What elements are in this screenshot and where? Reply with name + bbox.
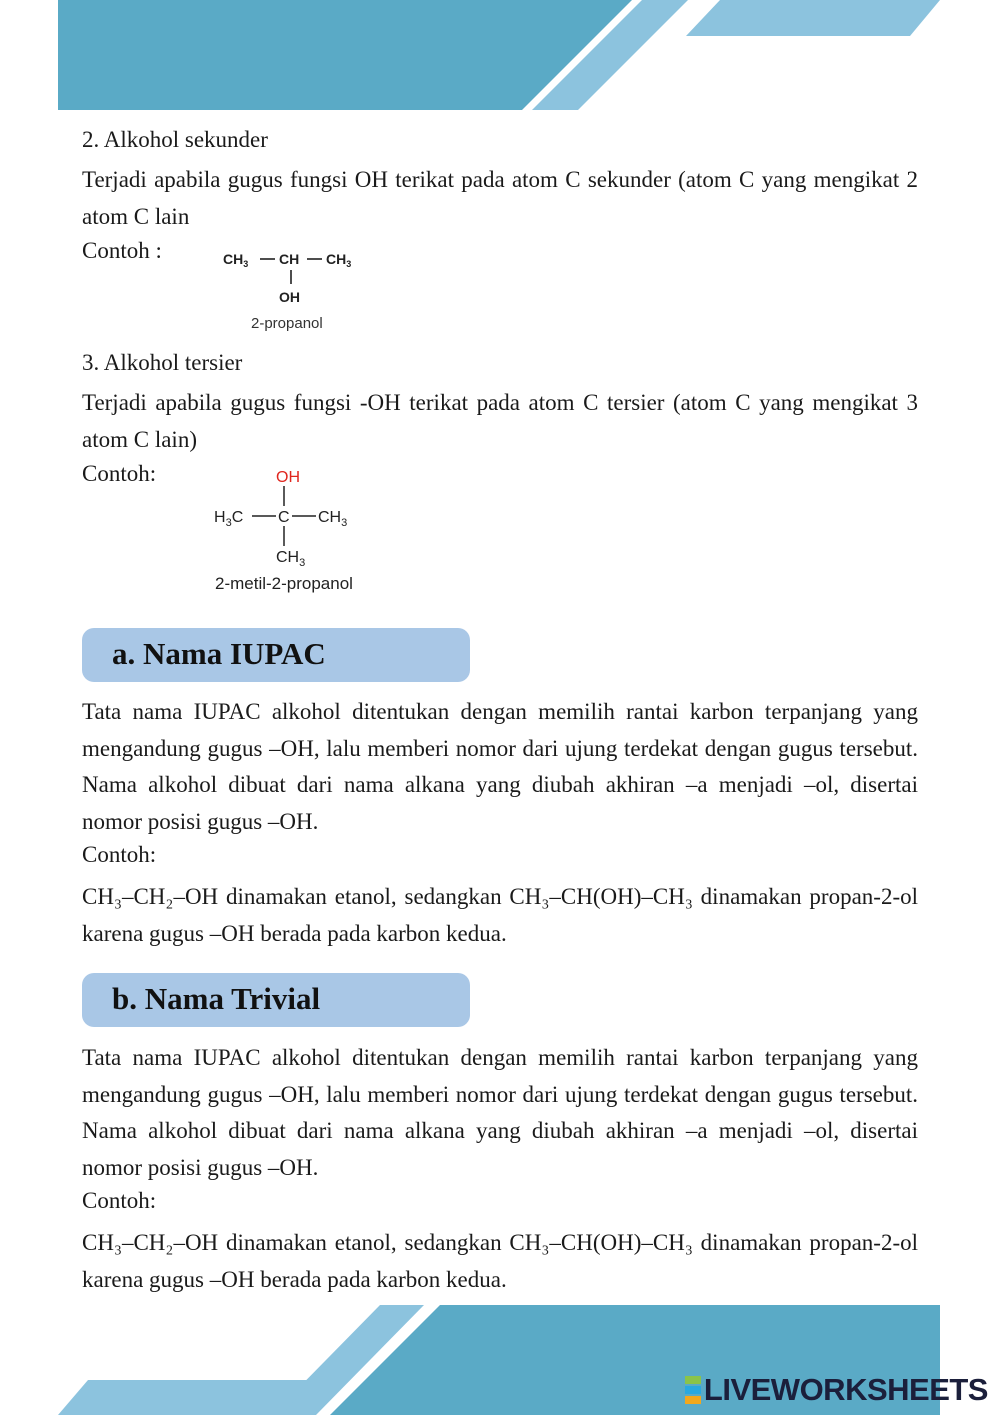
2-metil-2-propanol-label: 2-metil-2-propanol <box>215 574 353 593</box>
tertiary-description: Terjadi apabila gugus fungsi -OH terikat pada atom C tersier (atom C yang mengikat 3 atom C lain) <box>82 390 918 452</box>
iupac-example: CH₃–CH₂–OH dinamakan etanol, sedangkan CH₃–CH(OH)–CH₃ dinamakan propan-2-ol karena gugus –OH berada pada karbon kedua. <box>82 884 918 946</box>
svg-text:CH3: $CH_3$ <box>318 509 348 529</box>
svg-text:H3C: $H_3C$ <box>214 509 244 529</box>
svg-text:CH3: $CH_3$ <box>326 251 352 269</box>
trivial-title: b. Nama Trivial <box>112 981 321 1016</box>
liveworksheets-brand[interactable] <box>685 1372 988 1408</box>
2-propanol-structure <box>215 240 395 340</box>
ch3-right: CH <box>326 251 347 267</box>
trivial-example-label: Contoh: <box>82 1188 157 1213</box>
svg-text:CH3: $CH_3$ <box>223 251 249 269</box>
trivial-example: CH₃–CH₂–OH dinamakan etanol, sedangkan CH₃–CH(OH)–CH₃ dinamakan propan-2-ol karena gugus –OH berada pada karbon kedua. <box>82 1230 918 1292</box>
brand-text: LIVEWORKSHEETS <box>703 1372 988 1407</box>
tertiary-example-label: Contoh: <box>82 461 157 486</box>
2-metil-2-propanol-structure <box>210 458 400 598</box>
trivial-body: Tata nama IUPAC alkohol ditentukan dengan memilih rantai karbon terpanjang yang mengandung gugus –OH, lalu memberi nomor dari ujung terdekat dengan gugus tersebut. Nama alkohol dibuat dari nama alkana yang diubah akhiran –a menjadi –ol, disertai nomor posisi gugus –OH. <box>82 1045 918 1180</box>
tertiary-heading: 3. Alkohol tersier <box>82 350 243 375</box>
top-banner <box>58 0 632 110</box>
ch3-left: CH <box>223 251 244 267</box>
bottom-banner-accent <box>58 1380 312 1415</box>
central-carbon: C <box>278 509 290 526</box>
oh-group-red: OH <box>276 469 300 486</box>
iupac-body: Tata nama IUPAC alkohol ditentukan dengan memilih rantai karbon terpanjang yang mengandung gugus –OH, lalu memberi nomor dari ujung terdekat dengan gugus tersebut. Nama alkohol dibuat dari nama alkana yang diubah akhiran –a menjadi –ol, disertai nomor posisi gugus –OH. <box>82 699 918 834</box>
iupac-title: a. Nama IUPAC <box>112 636 326 671</box>
secondary-heading: 2. Alkohol sekunder <box>82 127 268 152</box>
svg-text:CH3: $CH_3$ <box>276 549 306 569</box>
liveworksheets-logo-icon <box>685 1375 701 1405</box>
trivial-section-header <box>82 973 470 1027</box>
oh-group: OH <box>279 289 300 305</box>
iupac-section-header <box>82 628 470 682</box>
secondary-description: Terjadi apabila gugus fungsi OH terikat pada atom C sekunder (atom C yang mengikat 2 atom C lain <box>82 167 918 229</box>
top-banner-accent <box>686 0 940 36</box>
secondary-example-label: Contoh : <box>82 238 162 263</box>
iupac-example-label: Contoh: <box>82 842 157 867</box>
ch-center: CH <box>279 251 300 267</box>
2-propanol-label: 2-propanol <box>251 315 323 332</box>
